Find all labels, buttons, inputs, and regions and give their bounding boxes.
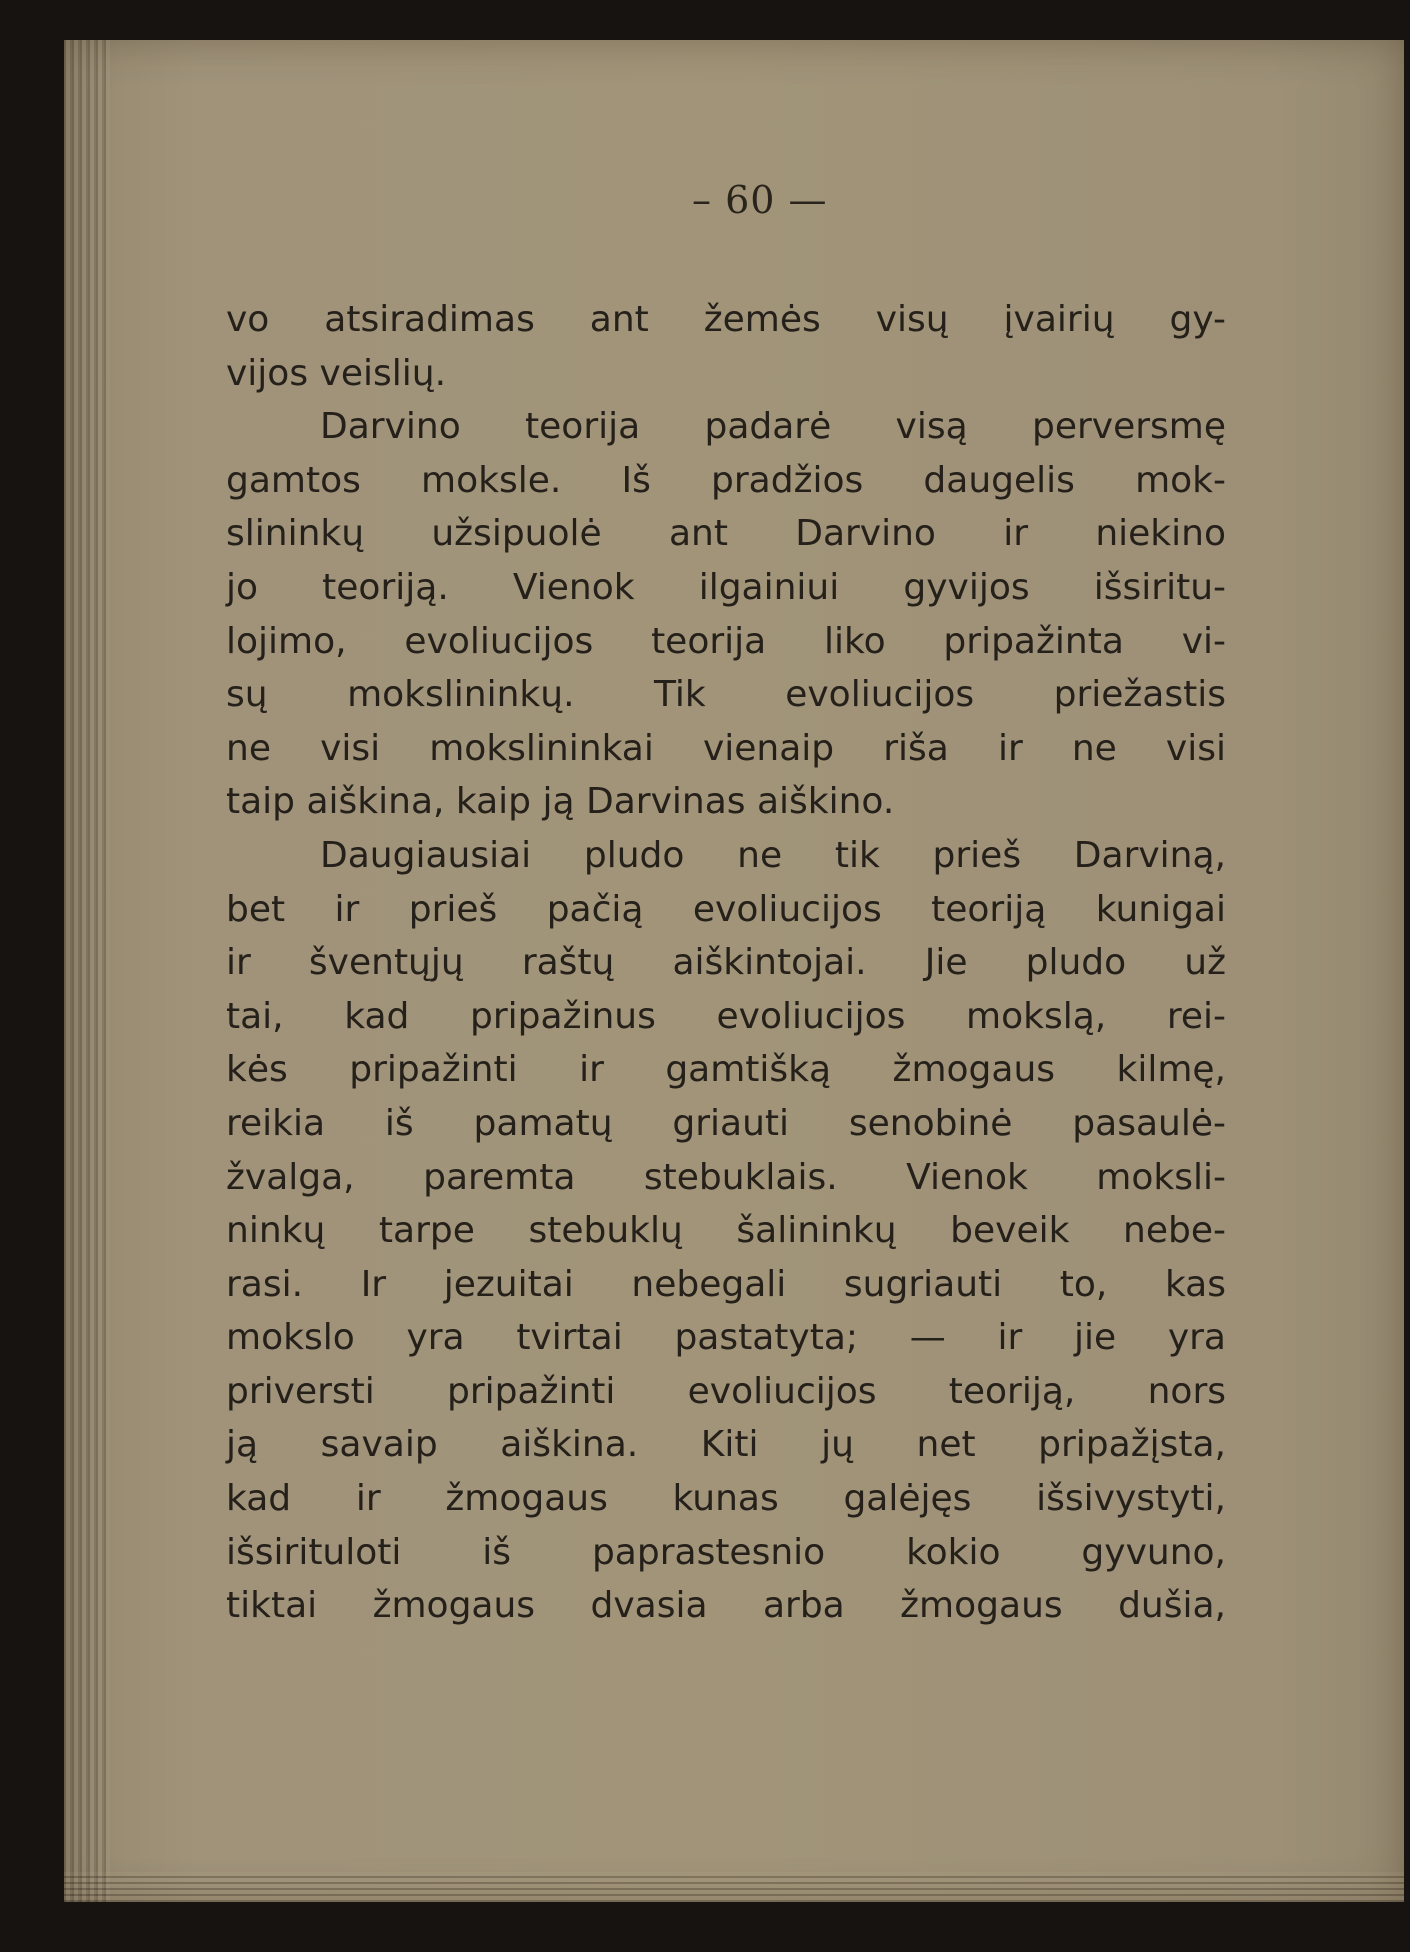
page-edge-shading: [64, 40, 110, 1902]
text-line: vo atsiradimas ant žemės visų įvairių gy-: [226, 299, 1226, 340]
text-line: mokslo yra tvirtai pastatyta; — ir jie yra: [226, 1317, 1226, 1359]
text-line: išsirituloti iš paprastesnio kokio gyvuno,: [226, 1531, 1226, 1573]
text-line: slininkų užsipuolė ant Darvino ir niekino: [226, 513, 1226, 555]
text-line: žvalga, paremta stebuklais. Vienok moksli-: [226, 1156, 1226, 1198]
text-line: kad ir žmogaus kunas galėjęs išsivystyti,: [226, 1478, 1226, 1520]
page-number: – 60 —: [692, 178, 828, 222]
page-bottom-edge: [64, 1872, 1404, 1902]
text-line: priversti pripažinti evoliucijos teoriją, nors: [226, 1370, 1226, 1412]
text-line: rasi. Ir jezuitai nebegali sugriauti to, kas: [226, 1263, 1226, 1305]
text-line: ir šventųjų raštų aiškintojai. Jie pludo už: [226, 942, 1226, 984]
text-line: gamtos moksle. Iš pradžios daugelis mok-: [226, 459, 1226, 501]
text-line: tiktai žmogaus dvasia arba žmogaus dušia,: [226, 1585, 1226, 1627]
text-line: ne visi mokslininkai vienaip riša ir ne visi: [226, 727, 1226, 769]
text-line: ninkų tarpe stebuklų šalininkų beveik nebe-: [226, 1210, 1226, 1252]
text-line: vijos veislių.: [226, 352, 447, 394]
text-line: Darvino teorija padarė visą perversmę: [320, 406, 1226, 448]
text-line: ją savaip aiškina. Kiti jų net pripažįsta,: [226, 1424, 1226, 1466]
text-line: sų mokslininkų. Tik evoliucijos priežastis: [226, 674, 1226, 716]
body-text: [226, 293, 1226, 1633]
text-line: reikia iš pamatų griauti senobinė pasaulė-: [226, 1102, 1226, 1144]
text-line: tai, kad pripažinus evoliucijos mokslą, rei-: [226, 995, 1226, 1037]
text-line: lojimo, evoliucijos teorija liko pripažinta vi-: [226, 620, 1226, 662]
text-line: taip aiškina, kaip ją Darvinas aiškino.: [226, 781, 895, 823]
text-line: bet ir prieš pačią evoliucijos teoriją kunigai: [226, 888, 1226, 930]
text-line: kės pripažinti ir gamtišką žmogaus kilmę,: [226, 1049, 1226, 1091]
text-line: Daugiausiai pludo ne tik prieš Darviną,: [320, 834, 1226, 876]
text-line: jo teoriją. Vienok ilgainiui gyvijos išsiritu-: [226, 566, 1226, 608]
